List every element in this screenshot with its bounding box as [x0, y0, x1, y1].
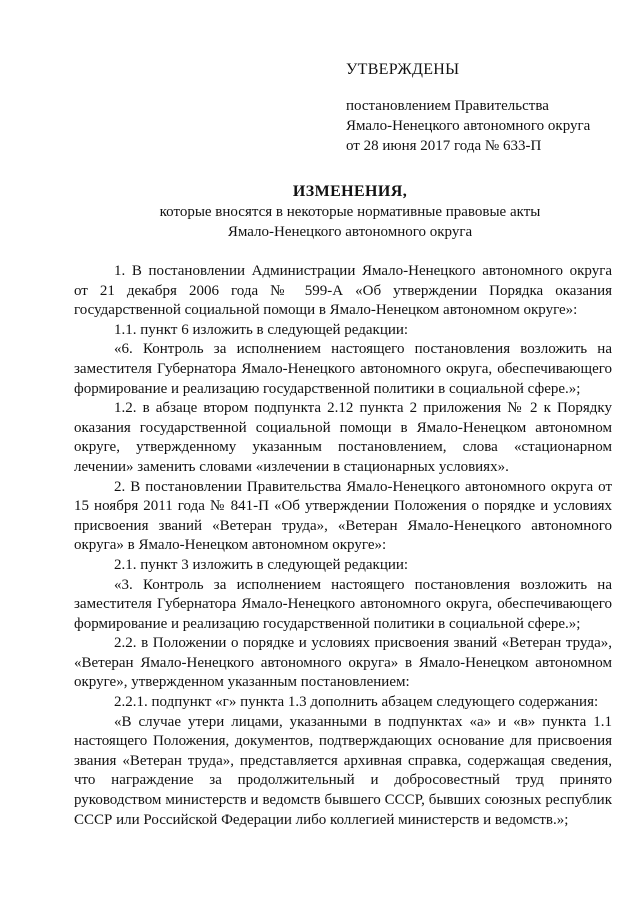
- paragraph: «В случае утери лицами, указанными в подпунктах «а» и «в» пункта 1.1 настоящего Положения, документов, подтверждающих основание для присвоения звания «Ветеран труда», представляется архивная справка, содержащая сведения, что награждение за продолжительный и добросовестный труд принято руководством министерств и ведомств бывшего СССР, бывших союзных республик СССР или Российской Федерации либо коллегией министерств и ведомств.»;: [74, 713, 612, 828]
- paragraph: 2.2.1. подпункт «г» пункта 1.3 дополнить абзацем следующего содержания:: [114, 694, 599, 711]
- paragraph: 1.2. в абзаце втором подпункта 2.12 пункта 2 приложения № 2 к Порядку оказания государственной социальной помощи в Ямало-Ненецком автономном округе, утвержденному указанным постановлением, слова «стационарном лечении» заменить словами «излечении в стационарных условиях».: [74, 400, 612, 475]
- document-body: [74, 262, 612, 830]
- document-subtitle-line: Ямало-Ненецкого автономного округа: [227, 224, 473, 240]
- approval-heading: УТВЕРЖДЕНЫ: [346, 61, 460, 78]
- document-title-block: [80, 182, 620, 242]
- paragraph: 2.1. пункт 3 изложить в следующей редакции:: [114, 556, 409, 573]
- document-title: ИЗМЕНЕНИЯ,: [292, 183, 408, 200]
- approval-line: Ямало-Ненецкого автономного округа: [346, 118, 591, 134]
- paragraph: «6. Контроль за исполнением настоящего постановления возложить на заместителя Губернатора Ямало-Ненецкого автономного округа, обеспечивающего формирование и реализацию государственной политики в социальной сфере.»;: [74, 341, 612, 397]
- paragraph: 1. В постановлении Администрации Ямало-Ненецкого автономного округа от 21 декабря 2006 года № 599-А «Об утверждении Порядка оказания государственной социальной помощи в Ямало-Ненецком автономном округе»:: [74, 263, 612, 319]
- approval-details: [346, 96, 590, 156]
- paragraph: 1.1. пункт 6 изложить в следующей редакции:: [114, 321, 409, 338]
- paragraph: 2. В постановлении Правительства Ямало-Ненецкого автономного округа от 15 ноября 2011 года № 841-П «Об утверждении Положения о порядке и условиях присвоения званий «Ветеран труда», «Ветеран Ямало-Ненецкого автономного округа» в Ямало-Ненецком автономном округе»:: [74, 478, 612, 554]
- paragraph: «3. Контроль за исполнением настоящего постановления возложить на заместителя Губернатора Ямало-Ненецкого автономного округа, обеспечивающего формирование и реализацию государственной политики в социальной сфере.»;: [74, 576, 612, 632]
- document-subtitle-line: которые вносятся в некоторые нормативные правовые акты: [159, 204, 541, 220]
- approval-line: постановлением Правительства: [346, 98, 549, 114]
- paragraph: 2.2. в Положении о порядке и условиях присвоения званий «Ветеран труда», «Ветеран Ямало-Ненецкого автономного округа» в Ямало-Ненецком автономном округе», утвержденном указанным постановлением:: [74, 635, 612, 691]
- approval-stamp: [346, 60, 590, 156]
- approval-line: от 28 июня 2017 года № 633-П: [346, 138, 542, 154]
